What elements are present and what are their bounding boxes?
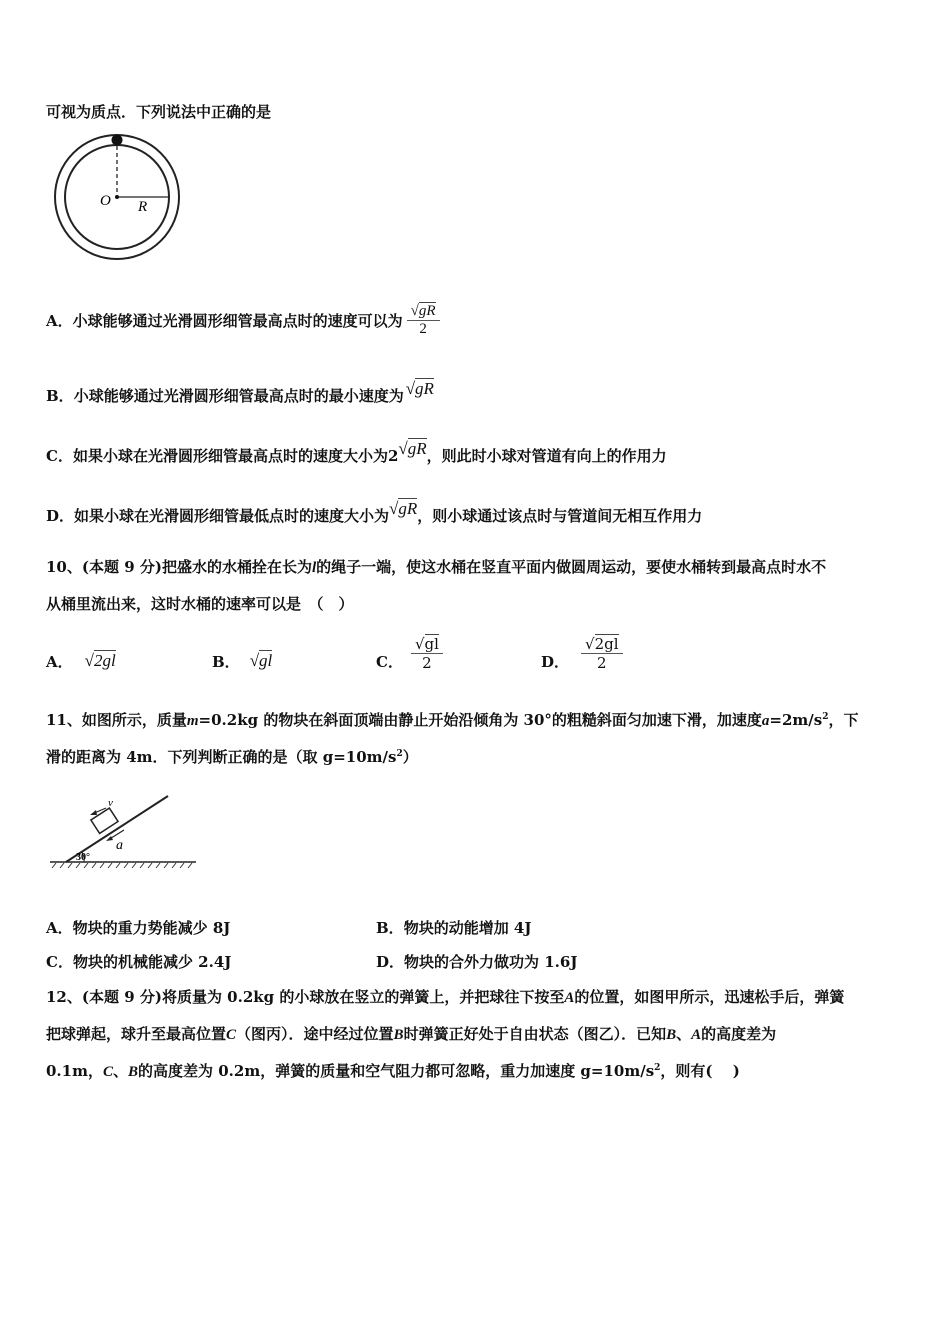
sqrt-icon: √ — [398, 439, 408, 458]
sqrt-icon: √ — [249, 651, 260, 670]
q11-option-d: D．物块的合外力做功为 1.6J — [376, 953, 578, 971]
incline-figure — [46, 786, 198, 878]
sqrt-icon: √ — [389, 499, 399, 518]
q9-option-c: C． 如果小球在光滑圆形细管最高点时的速度大小为2 √gR ，则此时小球对管道有向上的作用力 — [46, 439, 667, 465]
sqrt-icon: √ — [585, 634, 595, 653]
q11-line2: 滑的距离为 4m．下列判断正确的是（取 $g=10m/s^2$） — [46, 748, 418, 766]
q11-option-c: C．物块的机械能减少 2.4J — [46, 953, 232, 971]
q10-line2: 从桶里流出来，这时水桶的速率可以是 （ ） — [46, 595, 354, 613]
q10-line1: 10、(本题 9 分)把盛水的水桶拴在长为l的绳子一端，使这水桶在竖直平面内做圆周运动，要使水桶转到最高点时水不 — [46, 558, 827, 576]
center-label: O — [100, 193, 111, 209]
fraction-expr: $\frac{√gR}{2}$ — [407, 303, 440, 338]
q10-option-c: C． $\frac{√gl}{2}$ — [376, 628, 443, 678]
velocity-label: v — [108, 797, 113, 809]
sqrt-icon: √ — [405, 379, 416, 398]
q11-option-a: A．物块的重力势能减少 8J — [46, 919, 231, 937]
sqrt-icon: √ — [414, 634, 425, 653]
q11-line1: 11、如图所示，质量m=0.2kg 的物块在斜面顶端由静止开始沿倾角为 30°的粗糙斜面匀加速下滑，加速度$a=2m/s^2$，下 — [46, 711, 859, 729]
q12-line3: 0.1m，C、B的高度差为 0.2m，弹簧的质量和空气阻力都可忽略，重力加速度 $g=10m/s^2$，则有( ) — [46, 1062, 740, 1080]
q9-option-b: B． 小球能够通过光滑圆形细管最高点时的最小速度为 √gR — [46, 379, 434, 405]
sqrt-expr: √gR — [405, 379, 434, 398]
sqrt-expr: √gR — [398, 439, 427, 458]
sqrt-icon: √ — [410, 302, 419, 319]
q10-option-d: D． $\frac{√2gl}{2}$ — [541, 628, 623, 678]
acceleration-label: a — [116, 838, 123, 853]
q10-option-a: A． √2gl — [46, 651, 116, 671]
sqrt-icon: √ — [84, 651, 94, 670]
q12-line1: 12、(本题 9 分)将质量为 0.2kg 的小球放在竖立的弹簧上，并把球往下按至A的位置，如图甲所示，迅速松手后，弹簧 — [46, 988, 845, 1006]
q10-option-b: B． √gl — [212, 651, 273, 671]
ball — [112, 135, 123, 146]
intro-text: 可视为质点．下列说法中正确的是 — [46, 103, 272, 121]
sqrt-expr: √gR — [389, 499, 418, 518]
q12-line2: 把球弹起，球升至最高位置C（图丙）．途中经过位置B时弹簧正好处于自由状态（图乙）．已知B、A的高度差为 — [46, 1025, 777, 1043]
radius-label: R — [138, 199, 148, 215]
ring-figure — [46, 131, 186, 261]
q9-option-d: D． 如果小球在光滑圆形细管最低点时的速度大小为 √gR ，则小球通过该点时与管道间无相互作用力 — [46, 499, 703, 525]
q9-option-a: A． 小球能够通过光滑圆形细管最高点时的速度可以为 $\frac{√gR}{2}$ — [46, 295, 440, 345]
angle-label: 30° — [76, 852, 90, 863]
q11-option-b: B．物块的动能增加 4J — [376, 919, 532, 937]
